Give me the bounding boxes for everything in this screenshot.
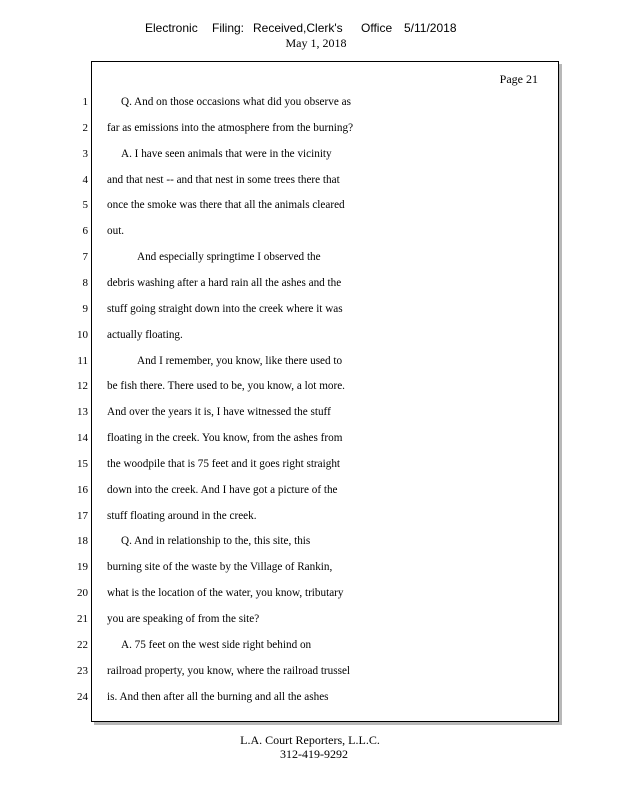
transcript-line: floating in the creek. You know, from the ashes from bbox=[107, 432, 343, 444]
filing-stamp-word: Received,Clerk's bbox=[253, 21, 343, 35]
line-number: 16 bbox=[77, 484, 88, 496]
transcript-line: and that nest -- and that nest in some trees there that bbox=[107, 174, 340, 186]
filing-stamp-date: 5/11/2018 bbox=[404, 21, 457, 35]
transcript-line: once the smoke was there that all the animals cleared bbox=[107, 199, 345, 211]
transcript-line: And over the years it is, I have witnessed the stuff bbox=[107, 406, 331, 418]
transcript-line: Q. And on those occasions what did you observe as bbox=[121, 96, 351, 108]
line-number: 15 bbox=[77, 458, 88, 470]
transcript-line: far as emissions into the atmosphere from the burning? bbox=[107, 122, 354, 134]
line-number: 6 bbox=[82, 225, 88, 237]
transcript-line: out. bbox=[107, 225, 125, 237]
transcript-line: A. I have seen animals that were in the vicinity bbox=[121, 148, 332, 160]
transcript-line: actually floating. bbox=[107, 329, 183, 341]
transcript-line: And especially springtime I observed the bbox=[137, 251, 321, 263]
reporter-company: L.A. Court Reporters, L.L.C. bbox=[240, 733, 380, 747]
line-number: 4 bbox=[82, 174, 88, 186]
transcript-line: A. 75 feet on the west side right behind on bbox=[121, 639, 312, 651]
line-number: 2 bbox=[82, 122, 88, 134]
page-number: Page 21 bbox=[499, 72, 538, 86]
transcript-line: what is the location of the water, you know, tributary bbox=[107, 587, 344, 599]
transcript-line: debris washing after a hard rain all the ashes and the bbox=[107, 277, 342, 289]
line-number: 10 bbox=[77, 329, 88, 341]
line-number: 14 bbox=[77, 432, 88, 444]
line-number: 5 bbox=[82, 199, 88, 211]
transcript-line: the woodpile that is 75 feet and it goes right straight bbox=[107, 458, 341, 470]
transcript-line: down into the creek. And I have got a picture of the bbox=[107, 484, 338, 496]
line-number: 12 bbox=[77, 380, 88, 392]
line-number: 20 bbox=[77, 587, 88, 599]
transcript-line: is. And then after all the burning and all the ashes bbox=[107, 691, 329, 703]
transcript-line: railroad property, you know, where the railroad trussel bbox=[107, 665, 351, 677]
line-number: 24 bbox=[77, 691, 88, 703]
filing-stamp-word: Office bbox=[361, 21, 393, 35]
line-number: 19 bbox=[77, 561, 88, 573]
transcript-line: stuff floating around in the creek. bbox=[107, 510, 257, 522]
line-number: 8 bbox=[82, 277, 88, 289]
line-number: 9 bbox=[82, 303, 88, 315]
transcript-line: burning site of the waste by the Village of Rankin, bbox=[107, 561, 333, 573]
transcript-line: be fish there. There used to be, you know, a lot more. bbox=[107, 380, 345, 392]
deposition-date: May 1, 2018 bbox=[285, 36, 347, 50]
filing-stamp-word: Electronic bbox=[145, 21, 198, 35]
transcript-line: And I remember, you know, like there used to bbox=[137, 355, 343, 367]
line-number: 23 bbox=[77, 665, 88, 677]
line-number: 18 bbox=[77, 535, 88, 547]
reporter-phone: 312-419-9292 bbox=[280, 747, 348, 761]
transcript-line: Q. And in relationship to the, this site, this bbox=[121, 535, 311, 547]
transcript-line: you are speaking of from the site? bbox=[107, 613, 260, 625]
line-number: 17 bbox=[77, 510, 88, 522]
filing-stamp bbox=[145, 21, 465, 37]
line-number: 1 bbox=[82, 96, 88, 108]
line-number: 22 bbox=[77, 639, 88, 651]
line-number: 21 bbox=[77, 613, 88, 625]
filing-stamp-word: Filing: bbox=[212, 21, 245, 35]
line-number: 11 bbox=[77, 355, 88, 367]
line-number: 13 bbox=[77, 406, 88, 418]
line-number: 3 bbox=[82, 148, 88, 160]
line-number: 7 bbox=[82, 251, 88, 263]
transcript-line: stuff going straight down into the creek where it was bbox=[107, 303, 343, 315]
